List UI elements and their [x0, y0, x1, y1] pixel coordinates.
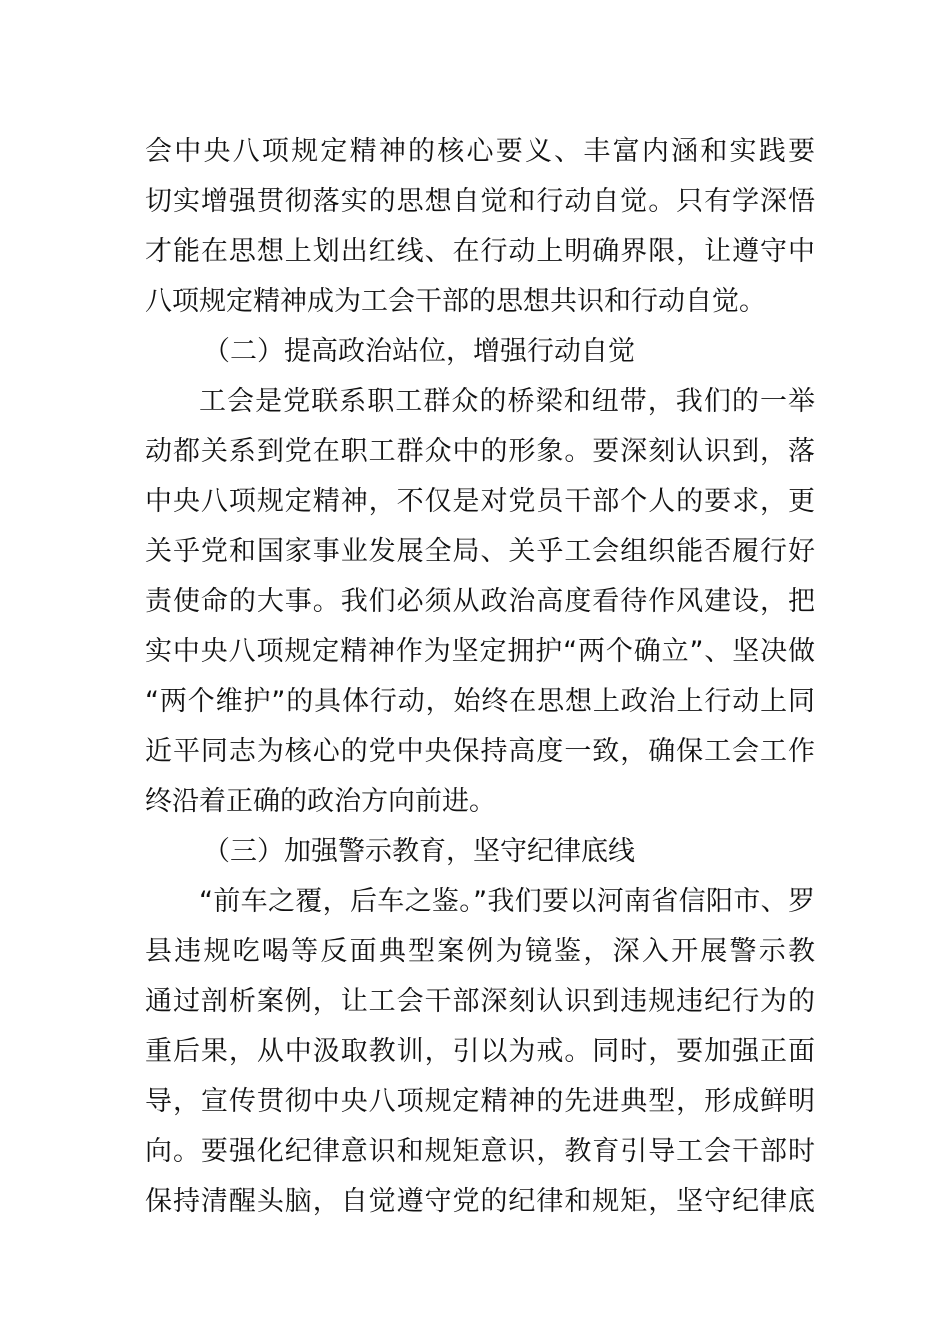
body-line: “两个维护”的具体行动，始终在思想上政治上行动上同 [145, 686, 815, 717]
body-line: 导，宣传贯彻中央八项规定精神的先进典型，形成鲜明 [145, 1086, 815, 1117]
body-line: 通过剖析案例，让工会干部深刻认识到违规违纪行为的 [145, 986, 815, 1017]
body-line: 关乎党和国家事业发展全局、关乎工会组织能否履行好 [145, 536, 815, 567]
body-line: 近平同志为核心的党中央保持高度一致，确保工会工作 [145, 736, 815, 767]
section-heading-3: （三）加强警示教育，坚守纪律底线 [203, 836, 635, 867]
body-line: 向。要强化纪律意识和规矩意识，教育引导工会干部时 [145, 1136, 815, 1167]
body-line: 重后果，从中汲取教训，引以为戒。同时，要加强正面 [145, 1036, 815, 1067]
section-heading-2: （二）提高政治站位，增强行动自觉 [203, 336, 635, 367]
body-line: 切实增强贯彻落实的思想自觉和行动自觉。只有学深悟 [145, 186, 815, 217]
body-line: 实中央八项规定精神作为坚定拥护“两个确立”、坚决做 [145, 636, 815, 667]
paragraph-first-line: 工会是党联系职工群众的桥梁和纽带，我们的一举 [199, 386, 815, 417]
body-line: 会中央八项规定精神的核心要义、丰富内涵和实践要 [145, 136, 815, 167]
body-line: 八项规定精神成为工会干部的思想共识和行动自觉。 [145, 286, 766, 317]
body-line: 县违规吃喝等反面典型案例为镜鉴，深入开展警示教 [145, 936, 815, 967]
body-line: 中央八项规定精神，不仅是对党员干部个人的要求，更 [145, 486, 815, 517]
paragraph-first-line: “前车之覆，后车之鉴。”我们要以河南省信阳市、罗 [199, 886, 815, 917]
body-line: 终沿着正确的政治方向前进。 [145, 786, 496, 817]
body-line: 责使命的大事。我们必须从政治高度看待作风建设，把 [145, 586, 815, 617]
body-line: 保持清醒头脑，自觉遵守党的纪律和规矩，坚守纪律底 [145, 1186, 815, 1217]
body-line: 动都关系到党在职工群众中的形象。要深刻认识到，落 [145, 436, 815, 467]
document-body [145, 127, 815, 1227]
body-line: 才能在思想上划出红线、在行动上明确界限，让遵守中 [145, 236, 815, 267]
